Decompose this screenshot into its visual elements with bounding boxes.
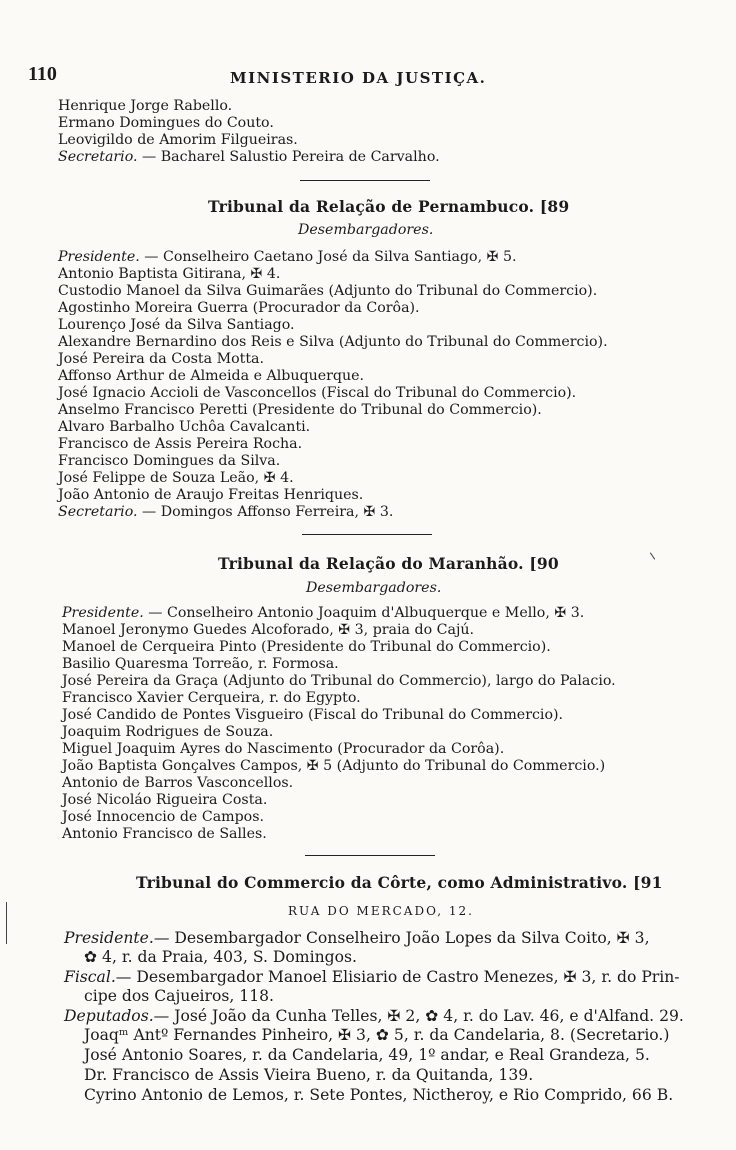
title-text: Tribunal da Relação do Maranhão. [218,554,524,573]
page-number: 110 [28,63,57,85]
section-divider [305,855,435,856]
section-number: [91 [633,873,663,892]
stray-mark [650,552,655,559]
list-item: Antonio Francisco de Salles. [62,826,267,842]
margin-mark [6,902,7,944]
section-title [218,556,559,572]
running-head: MINISTERIO DA JUSTIÇA. [230,69,487,87]
list-item: Alvaro Barbalho Uchôa Cavalcanti. [58,419,311,435]
president-line [58,249,517,265]
president-label: Presidente. [64,929,154,947]
list-item: Leovigildo de Amorim Filgueiras. [58,132,298,148]
list-item: Affonso Arthur de Almeida e Albuquerque. [58,368,365,384]
list-item: Henrique Jorge Rabello. [58,98,233,114]
secretary-text: — Bacharel Salustio Pereira de Carvalho. [137,149,440,165]
section-subtitle: Desembargadores. [306,580,442,596]
list-item: Manoel de Cerqueira Pinto (Presidente do Tribunal do Commercio). [62,639,551,655]
list-item: Anselmo Francisco Peretti (Presidente do Tribunal do Commercio). [58,402,542,418]
list-item: Basilio Quaresma Torreão, r. Formosa. [62,656,339,672]
secretary-text: — Domingos Affonso Ferreira, ✠ 3. [137,504,394,520]
secretary-line [58,504,393,520]
fiscal-line-continued: cipe dos Cajueiros, 118. [84,987,275,1005]
list-item: José Felippe de Souza Leão, ✠ 4. [58,470,294,486]
list-item: Manoel Jeronymo Guedes Alcoforado, ✠ 3, praia do Cajú. [62,622,475,638]
list-item: Ermano Domingues do Couto. [58,115,274,131]
deputados-text: — José João da Cunha Telles, ✠ 2, ✿ 4, r. do Lav. 46, e d'Alfand. 29. [153,1007,684,1025]
list-item: Agostinho Moreira Guerra (Procurador da Corôa). [58,300,420,316]
president-label: Presidente. [58,249,140,265]
list-item: Joaqᵐ Antº Fernandes Pinheiro, ✠ 3, ✿ 5, r. da Candelaria, 8. (Secretario.) [84,1026,670,1044]
president-text: — Conselheiro Caetano José da Silva Santiago, ✠ 5. [139,249,517,265]
secretary-label: Secretario. [58,504,138,520]
list-item: José Candido de Pontes Visgueiro (Fiscal do Tribunal do Commercio). [62,707,564,723]
list-item: Miguel Joaquim Ayres do Nascimento (Procurador da Corôa). [62,741,505,757]
list-item: João Antonio de Araujo Freitas Henriques. [58,487,364,503]
list-item: Francisco de Assis Pereira Rocha. [58,436,303,452]
section-subtitle: Desembargadores. [298,222,434,238]
list-item: Lourenço José da Silva Santiago. [58,317,295,333]
section-number: [89 [539,197,570,216]
list-item: Custodio Manoel da Silva Guimarães (Adjunto do Tribunal do Commercio). [58,283,598,299]
list-item: José Antonio Soares, r. da Candelaria, 49, 1º andar, e Real Grandeza, 5. [84,1046,650,1064]
list-item: João Baptista Gonçalves Campos, ✠ 5 (Adjunto do Tribunal do Commercio.) [62,758,606,774]
president-text: — Conselheiro Antonio Joaquim d'Albuquerque e Mello, ✠ 3. [143,605,585,621]
title-text: Tribunal da Relação de Pernambuco. [208,197,535,216]
section-title [208,199,569,215]
fiscal-label: Fiscal. [64,968,116,986]
list-item: José Innocencio de Campos. [62,809,265,825]
list-item: José Nicoláo Rigueira Costa. [62,792,268,808]
deputados-line [64,1007,684,1025]
list-item: Dr. Francisco de Assis Vieira Bueno, r. da Quitanda, 139. [84,1066,534,1084]
title-text: Tribunal do Commercio da Côrte, como Administrativo. [136,873,628,892]
section-divider [300,180,430,181]
list-item: Alexandre Bernardino dos Reis e Silva (Adjunto do Tribunal do Commercio). [58,334,608,350]
list-item: Cyrino Antonio de Lemos, r. Sete Pontes, Nictheroy, e Rio Comprido, 66 B. [84,1086,674,1104]
list-item: José Pereira da Graça (Adjunto do Tribunal do Commercio), largo do Palacio. [62,673,616,689]
list-item: José Pereira da Costa Motta. [58,351,265,367]
president-label: Presidente. [62,605,144,621]
president-line-continued: ✿ 4, r. da Praia, 403, S. Domingos. [84,948,357,966]
list-item: Antonio de Barros Vasconcellos. [62,775,294,791]
secretary-label: Secretario. [58,149,138,165]
section-address: RUA DO MERCADO, 12. [288,904,474,918]
fiscal-line [64,968,680,986]
deputados-label: Deputados. [64,1007,154,1025]
president-line [64,929,650,947]
fiscal-text: — Desembargador Manoel Elisiario de Castro Menezes, ✠ 3, r. do Prin- [115,968,680,986]
president-text: — Desembargador Conselheiro João Lopes da Silva Coito, ✠ 3, [153,929,650,947]
top-secretary-line [58,149,440,165]
list-item: Francisco Domingues da Silva. [58,453,281,469]
president-line [62,605,584,621]
list-item: José Ignacio Accioli de Vasconcellos (Fiscal do Tribunal do Commercio). [58,385,577,401]
list-item: Francisco Xavier Cerqueira, r. do Egypto. [62,690,361,706]
section-divider [302,534,432,535]
list-item: Joaquim Rodrigues de Souza. [62,724,274,740]
list-item: Antonio Baptista Gitirana, ✠ 4. [58,266,281,282]
section-number: [90 [529,554,559,573]
section-title [136,875,663,891]
